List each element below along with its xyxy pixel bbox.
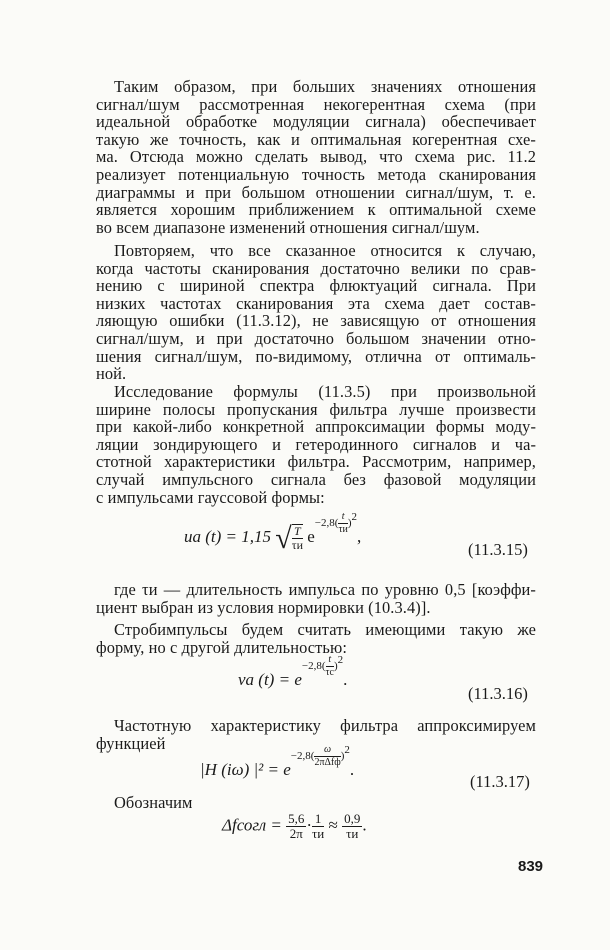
eq4-f2-den: τи [312,825,325,841]
text-line: форму, но с другой длительностью: [96,637,347,657]
text-line: ширине полосы пропускания фильтра лучше произвести [96,399,536,419]
eq2-lhs: vа (t) = e [238,670,302,689]
text-line: реализует потенциальную точность метода сканирования [96,164,536,184]
text-line: ляции зондирующего и гетеродинного сигналов и ча- [96,434,536,454]
eq4-f1-num: 5,6 [288,811,305,826]
text-line: Исследование формулы (11.3.5) при произвольной [114,382,536,401]
text-line: идеальной обработке модуляции сигнала) обеспечивает [96,112,536,132]
text-line: во всем диапазоне изменений отношения сигнал/шум. [96,217,480,237]
equation-11-3-16: vа $(t) = e^{-2,8( \frac{t}{\tau с} )2}$. [238,654,348,689]
equation-delta-f-coherence [222,812,367,841]
eq1-exp-coef: −2,8 [314,517,335,529]
eq3-exp-pow: 2 [344,744,350,756]
paragraph-7 [96,794,536,812]
eq1-exp-pow: 2 [351,511,357,523]
equation-11-3-17: |H (iω) $|^2 = e^{-2,8( \frac{\omega}{\text{2πΔfф}} )2}$. [200,744,355,779]
eq1-root-den: τи [291,537,303,552]
paragraph-4 [96,581,536,616]
eq1-root-num: T [292,525,303,539]
text-line: шения сигнал/шум, по-видимому, отлична от оптималь- [96,346,536,366]
paragraph-2 [96,242,536,383]
equation-number-11-3-15: (11.3.15) [468,540,528,559]
eq4-tail: . [362,815,367,835]
text-line: циент выбран из условия нормировки (10.3.4)]. [96,597,431,617]
text-line: Повторяем, что все сказанное относится к случаю, [114,241,536,260]
text-line: ляющую ошибки (11.3.12), не зависящую от отношения [96,311,536,331]
text-line: Обозначим [114,793,193,812]
equation-number-11-3-16: (11.3.16) [468,684,528,703]
text-line: где τи — длительность импульса по уровню 0,5 [коэффи- [114,580,536,599]
eq1-base: e [307,527,315,546]
eq3-exp-coef: −2,8 [290,750,311,762]
text-line: при какой-либо конкретной аппроксимации формы моду- [96,417,536,437]
eq4-f3-num: 0,9 [344,811,361,826]
eq2-exp-num: t [326,655,334,667]
equation-11-3-15: uа (t) = 1,15 √ $\frac{T}{\tau и}$ $e^{-2,8( \frac{t}{\tau и} )2}$, [184,511,362,555]
eq1-exp-num: t [338,512,347,524]
eq4-f2-num: 1 [312,812,324,827]
eq2-exp-pow: 2 [337,654,344,666]
text-line: нению с шириной спектра флюктуаций сигнала. При [96,276,536,296]
eq2-exp-coef: −2,8 [301,660,322,672]
text-line: низких частотах сканирования эта схема дает состав- [96,293,536,313]
eq4-f3-den: τи [346,825,359,841]
text-line: случай импульсного сигнала без фазовой модуляции [96,469,536,489]
eq2-exp-den: τс [325,666,334,678]
text-line: с импульсами гауссовой формы: [96,487,325,507]
text-line: такую же точность, как и оптимальная когерентная схе- [96,129,536,149]
eq4-dot: · [306,815,313,835]
text-line: диаграммы и при большом отношении сигнал/шум, т. е. [96,182,536,202]
text-line: сигнал/шум рассмотренная некогерентная схема (при [96,94,536,114]
text-line: стотной характеристики фильтра. Рассмотрим, например, [96,452,536,472]
eq2-tail: . [343,670,348,689]
text-line: когда частоты сканирования достаточно велики по срав- [96,258,536,278]
eq1-tail: , [356,527,362,546]
eq3-exp-num: ω [314,745,340,757]
eq4-approx: ≈ [328,815,338,835]
eq3-tail: . [349,760,355,779]
eq3-lhs: |H (iω) |² = e [200,760,291,779]
text-line: ной. [96,364,127,384]
eq1-lhs: uа (t) = 1,15 [184,527,272,546]
eq4-lhs: Δfсогл = [222,815,282,835]
eq3-exp-den: 2πΔfф [314,756,341,768]
paragraph-1 [96,78,536,236]
eq1-exp-den: τи [338,523,348,535]
text-line: Стробимпульсы будем считать имеющими такую же [114,620,536,639]
text-line: Таким образом, при больших значениях отношения [114,77,536,96]
paragraph-3 [96,383,536,506]
text-line: функцией [96,733,166,753]
page-number: 839 [518,858,544,875]
text-line: Частотную характеристику фильтра аппроксимируем [114,716,536,735]
equation-number-11-3-17: (11.3.17) [470,772,530,791]
paragraph-5 [96,621,536,656]
text-line: является хорошим приближением к оптимальной схеме [96,200,536,220]
text-line: ма. Отсюда можно сделать вывод, что схема рис. 11.2 [96,147,536,167]
text-line: сигнал/шум, и при достаточно большом значении отно- [96,328,536,348]
eq4-f1-den: 2π [289,825,303,841]
